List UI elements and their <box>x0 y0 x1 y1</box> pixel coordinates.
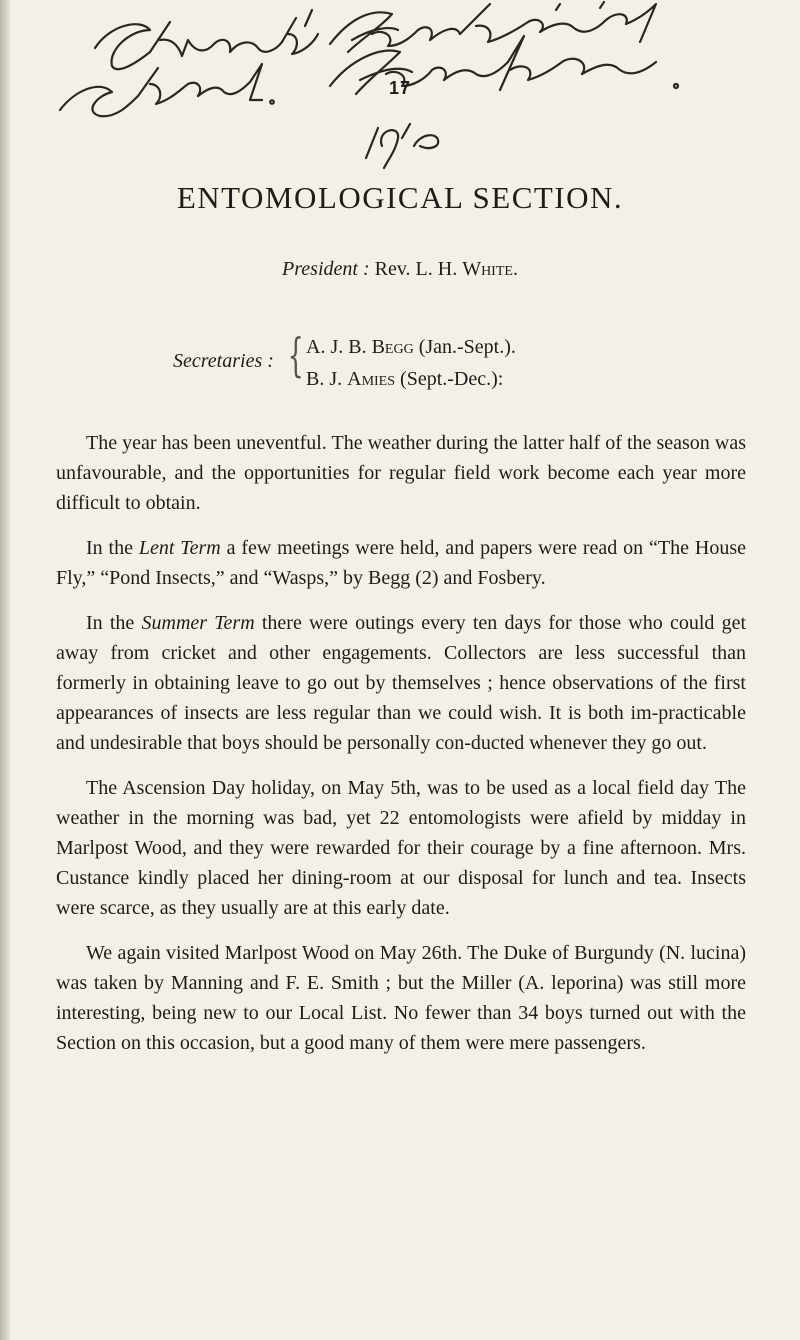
secretary-surname: Amies <box>347 368 396 390</box>
secretaries-role: Secretaries : <box>173 350 274 372</box>
paragraph <box>56 938 746 1058</box>
paragraph-text: The Ascension Day holiday, on May 5th, was to be used as a local field day The weather in the morning was bad, yet 22 entomologists were afield by midday in Marlpost Wood, and they were rewarded for their courage by a fine afternoon. Mrs. Custance kindly placed her dining-room at our disposal for lunch and tea. Insects were scarce, as they usually are at this early date. <box>56 777 746 919</box>
secretary-surname: Begg <box>371 336 414 358</box>
secretary-initials: A. J. B. <box>306 336 367 358</box>
paragraph <box>56 773 746 923</box>
term-name: Lent Term <box>138 537 221 559</box>
page-number: 17 <box>388 78 412 98</box>
paragraph-lead: In the <box>86 612 142 634</box>
paragraph-lead: In the <box>86 537 139 559</box>
paragraph-text: there were outings every ten days for those who could get away from cricket and other engagements. Collectors are less successful than formerly in obtaining leave to go out by themselves ; hence observations of the first appearances of insects are less regular than we could wish. It is both im-practicable and undesirable that boys should be personally con-ducted whenever they go out. <box>56 612 747 754</box>
secretary-entry <box>306 336 516 359</box>
president-name-prefix: Rev. L. H. <box>374 258 458 280</box>
paragraph <box>56 533 746 593</box>
paragraph <box>56 608 746 758</box>
secretary-entry <box>306 368 503 391</box>
paragraph-text: a few meetings were held, and papers were read on “The House Fly,” “Pond Insects,” and “Wasps,” by Begg (2) and Fosbery. <box>56 537 747 589</box>
president-role: President : <box>282 258 370 280</box>
president-line <box>0 258 800 281</box>
body-text <box>56 428 746 1073</box>
president-surname: White. <box>462 258 518 280</box>
term-name: Summer Term <box>141 612 255 634</box>
secretary-initials: B. J. <box>306 368 343 390</box>
brace-icon: { <box>287 328 304 382</box>
paragraph-text: We again visited Marlpost Wood on May 26th. The Duke of Burgundy (N. lucina) was taken by Manning and F. E. Smith ; but the Miller (A. leporina) was still more interesting, being new to our Local List. No fewer than 34 boys turned out with the Section on this occasion, but a good many of them were mere passengers. <box>56 942 746 1054</box>
secretary-period: (Jan.-Sept.). <box>418 336 516 358</box>
secretaries-block <box>173 330 693 402</box>
paragraph <box>56 428 746 518</box>
section-title: ENTOMOLOGICAL SECTION. <box>176 180 624 215</box>
paragraph-text: The year has been uneventful. The weather during the latter half of the season was unfavourable, and the opportunities for regular field work become each year more difficult to obtain. <box>56 432 746 514</box>
secretary-period: (Sept.-Dec.): <box>400 368 504 390</box>
